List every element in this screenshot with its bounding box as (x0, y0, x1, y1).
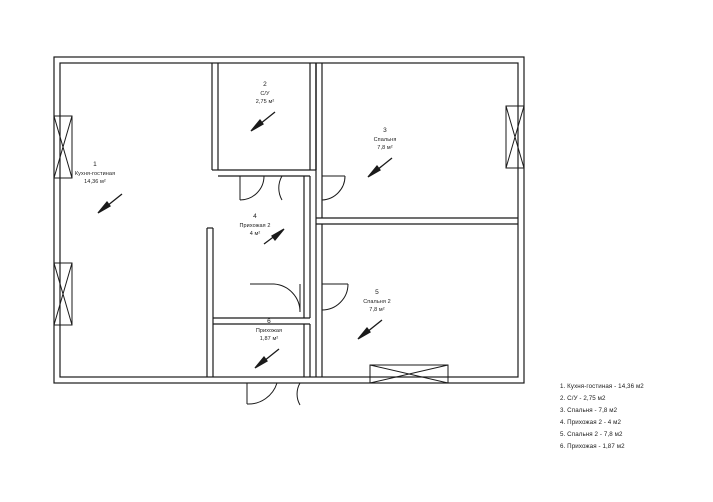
room-area: 1,87 м² (259, 336, 279, 342)
room-number: 1 (93, 161, 97, 168)
room-number: 2 (263, 81, 267, 88)
doors (240, 176, 348, 405)
room-area: 7,8 м² (377, 145, 393, 151)
room-label-6 (238, 317, 300, 343)
room-name: Спальня (373, 136, 397, 143)
room-area: 4 м² (249, 231, 261, 237)
room-name: Кухня-гостиная (74, 170, 116, 177)
room-label-5 (346, 288, 408, 314)
room-area: 7,8 м² (369, 307, 385, 313)
legend-item: 3. Спальня - 7,8 м2 (560, 407, 618, 415)
room-name: Прихожая (255, 327, 283, 334)
room-number: 4 (253, 213, 257, 220)
legend-item: 1. Кухня-гостиная - 14,36 м2 (560, 383, 644, 390)
legend-item: 4. Прихожая 2 - 4 м2 (560, 419, 622, 427)
legend-item: 6. Прихожая - 1,87 м2 (560, 443, 625, 451)
room-label-1 (60, 160, 130, 186)
room-label-2 (235, 80, 295, 106)
room-number: 6 (267, 318, 271, 325)
room-name: Прихожая 2 (239, 222, 271, 229)
legend-item: 2. С/У - 2,75 м2 (560, 395, 606, 403)
legend (560, 381, 708, 454)
room-label-4 (224, 212, 286, 238)
room-area: 2,75 м² (255, 99, 275, 105)
room-name: С/У (260, 90, 270, 97)
room-name: Спальня 2 (363, 298, 391, 305)
room-area: 14,36 м² (84, 179, 106, 185)
room-label-3 (355, 126, 415, 152)
room-number: 5 (375, 289, 379, 296)
legend-item: 5. Спальня 2 - 7,8 м2 (560, 431, 623, 439)
room-number: 3 (383, 127, 387, 134)
